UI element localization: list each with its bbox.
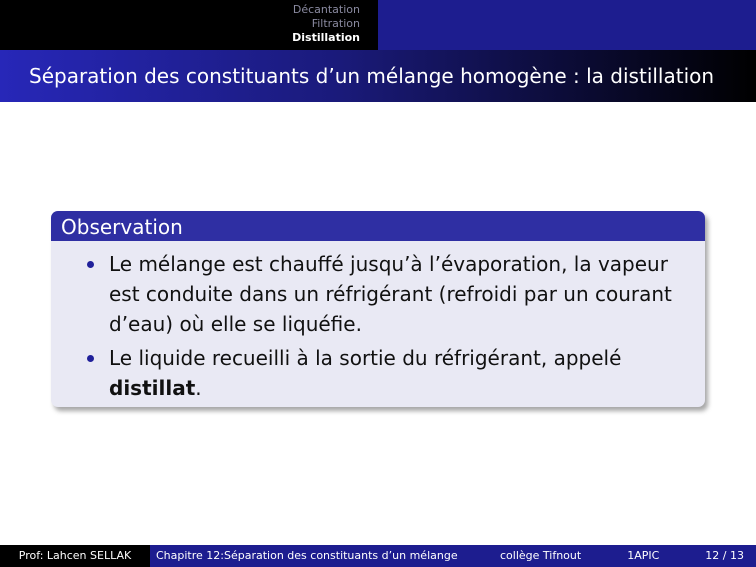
observation-item-2-end: . bbox=[195, 376, 202, 400]
section-navigation bbox=[0, 0, 378, 50]
distillat-term: distillat bbox=[109, 376, 196, 400]
footer-info bbox=[490, 545, 756, 567]
footer-bar bbox=[0, 545, 756, 567]
footer-school: collège Tifnout bbox=[500, 549, 582, 562]
block-body bbox=[51, 241, 705, 403]
observation-item-1: Le mélange est chauffé jusqu’à l’évaporation, la vapeur est conduite dans un réfrigérant (refroidi par un courant d’eau) où elle se liquéfie. bbox=[109, 252, 672, 336]
observation-list bbox=[87, 249, 685, 403]
nav-section-distillation[interactable]: Distillation bbox=[292, 31, 360, 44]
observation-block bbox=[51, 211, 705, 407]
nav-section-filtration[interactable]: Filtration bbox=[311, 17, 360, 30]
top-navigation-bar bbox=[0, 0, 756, 50]
footer-title: Chapitre 12:Séparation des constituants d’un mélange bbox=[150, 545, 490, 567]
list-item bbox=[87, 249, 685, 339]
top-navigation-right-panel bbox=[378, 0, 756, 50]
list-item bbox=[87, 343, 685, 403]
bullet-icon bbox=[87, 355, 94, 362]
nav-section-decantation[interactable]: Décantation bbox=[292, 3, 360, 16]
footer-level: 1APIC bbox=[627, 549, 660, 562]
bullet-icon bbox=[87, 261, 94, 268]
frame-title: Séparation des constituants d’un mélange homogène : la distillation bbox=[29, 64, 715, 88]
frame-title-bar bbox=[0, 50, 756, 102]
footer-author: Prof: Lahcen SELLAK bbox=[0, 545, 150, 567]
footer-page-number: 12 / 13 bbox=[705, 549, 744, 562]
observation-item-2-text: Le liquide recueilli à la sortie du réfrigérant, appelé bbox=[109, 346, 622, 370]
block-title: Observation bbox=[51, 211, 705, 241]
